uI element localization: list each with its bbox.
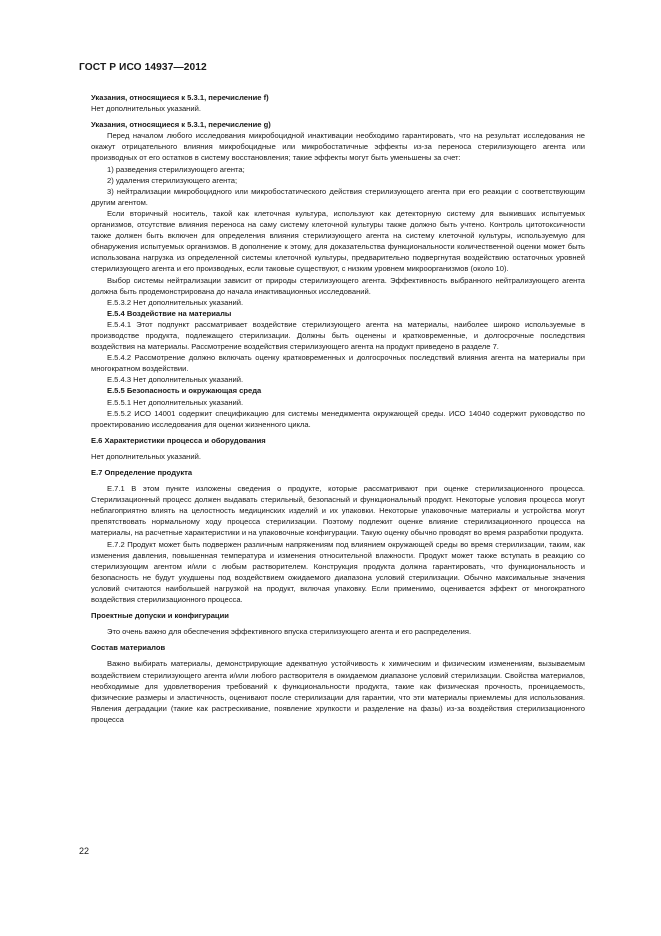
section-heading: Е.7 Определение продукта: [91, 468, 193, 477]
paragraph: Е.5.4.3 Нет дополнительных указаний.: [107, 375, 244, 385]
paragraph: 2) удаления стерилизующего агента;: [107, 175, 238, 185]
body-text: [91, 92, 585, 725]
paragraph: Е.5.4.2 Рассмотрение должно включать оценку кратковременных и долгосрочных последствий влияния агента на материалы при многократном воздействии.: [91, 353, 585, 374]
section-heading: Е.5.4 Воздействие на материалы: [107, 308, 232, 318]
section-heading: Указания, относящиеся к 5.3.1, перечисление f): [91, 93, 269, 102]
paragraph: Е.7.2 Продукт может быть подвержен различным напряжениям под влиянием окружающей среды во время стерилизации, таким, как изменения давления, повышенная температура и изменения относительной влажности. Продукт может также вступать в реакцию со стерилизующим агентом и/или с любым растворителем. Конструкция продукта должна гарантировать, что функциональность и безопасность не будут ухудшены под воздействием ожидаемого диапазона условий стерилизации. Обычно максимальные значения условий считаются наибольшей нагрузкой на продукт, включая упаковку. Если применимо, оценивается эффект от многократного воздействия стерилизационного процесса.: [91, 539, 585, 605]
paragraph: Е.7.1 В этом пункте изложены сведения о продукте, которые рассматривают при оценке стерилизационного процесса. Стерилизационный процесс должен выдавать стерильный, безопасный и функциональный продукт. Некоторые условия процесса могут неблагоприятно влиять на целостность медицинских изделий и их упаковки. Некоторые упаковочные материалы и устройства могут препятствовать нормальному ходу процесса стерилизации. Поэтому подлежит оценке влияние стерилизационного процесса на материалы, на расчетные характеристики и на упаковочные конфигурации. Такую оценку обычно проводят во время разработки продукта.: [91, 484, 585, 538]
paragraph: Выбор системы нейтрализации зависит от природы стерилизующего агента. Эффективность выбранного нейтрализующего агента должна быть продемонстрирована до начала инактивационных исследований.: [91, 275, 585, 296]
section-heading: Указания, относящиеся к 5.3.1, перечисление g): [91, 120, 271, 130]
paragraph: 1) разведения стерилизующего агента;: [107, 164, 245, 174]
paragraph: Если вторичный носитель, такой как клеточная культура, используют как детекторную систему для выживших испытуемых организмов, отсутствие влияния переноса на саму систему клеточной культуры также должно быть учтено. Контроль цитотоксичности также должен быть включен для определения влияния стерилизующего агента на систему клеточной культуры, используемую для обнаружения испытуемых организмов. В дополнение к этому, для доказательства функциональности количественной оценки может быть использована нагрузка из определенной системы клеточной культуры, предварительно подвергнутая воздействию остаточных уровней стерилизующего агента и его производных, если таковые существуют, с низким уровнем микроорганизмов (около 10).: [91, 208, 585, 274]
paragraph: 3) нейтрализации микробоцидного или микробостатического действия стерилизующего агента при его реакции с соответствующим другим агентом.: [91, 186, 585, 207]
paragraph: Нет дополнительных указаний.: [91, 104, 201, 114]
paragraph: Перед началом любого исследования микробоцидной инактивации необходимо гарантировать, что на результат исследования не окажут отрицательного влияния микробоцидные или микробостатичные эффекты из-за переноса стерилизующего агента или производных от его остатков в систему восстановления; такие эффекты могут быть уменьшены за счет:: [91, 131, 585, 163]
paragraph: Е.5.4.1 Этот подпункт рассматривает воздействие стерилизующего агента на материалы, наиболее широко используемые в производстве продукта, подлежащего стерилизации. Должны быть оценены и кратковременные, и долгосрочные последствия воздействия на материалы. Рассмотрение воздействия стерилизующего агента на продукт приведено в разделе 7.: [91, 319, 585, 352]
section-heading: Е.5.5 Безопасность и окружающая среда: [107, 386, 262, 396]
paragraph: Нет дополнительных указаний.: [91, 451, 201, 461]
paragraph: Е.5.5.1 Нет дополнительных указаний.: [107, 397, 244, 407]
paragraph: Важно выбирать материалы, демонстрирующие адекватную устойчивость к химическим и физическим изменениям, вызываемым воздействием стерилизующего агента и/или любого растворителя в ожидаемом диапазоне условий стерилизации. Свойства материалов, необходимые для удовлетворения требований к функциональности продукта, такие как физическая прочность, проницаемость, физические размеры и эластичность, оценивают после стерилизации для гарантии, что эти материалы приемлемы для использования. Явления деградации (такие как растрескивание, появление хрупкости и разделение на фазы) из-за воздействия стерилизационного процесса: [91, 659, 585, 724]
section-heading: Состав материалов: [91, 643, 166, 653]
paragraph: Е.5.5.2 ИСО 14001 содержит спецификацию для системы менеджмента окружающей среды. ИСО 14040 содержит руководство по проектированию исследования для оценки жизненного цикла.: [91, 408, 585, 429]
paragraph: Это очень важно для обеспечения эффективного впуска стерилизующего агента и его распределения.: [107, 627, 472, 637]
section-heading: Проектные допуски и конфигурации: [91, 611, 229, 621]
paragraph: Е.5.3.2 Нет дополнительных указаний.: [107, 297, 244, 307]
page-number: 22: [79, 846, 90, 856]
page-header: ГОСТ Р ИСО 14937—2012: [79, 62, 207, 73]
section-heading: Е.6 Характеристики процесса и оборудования: [91, 435, 266, 445]
